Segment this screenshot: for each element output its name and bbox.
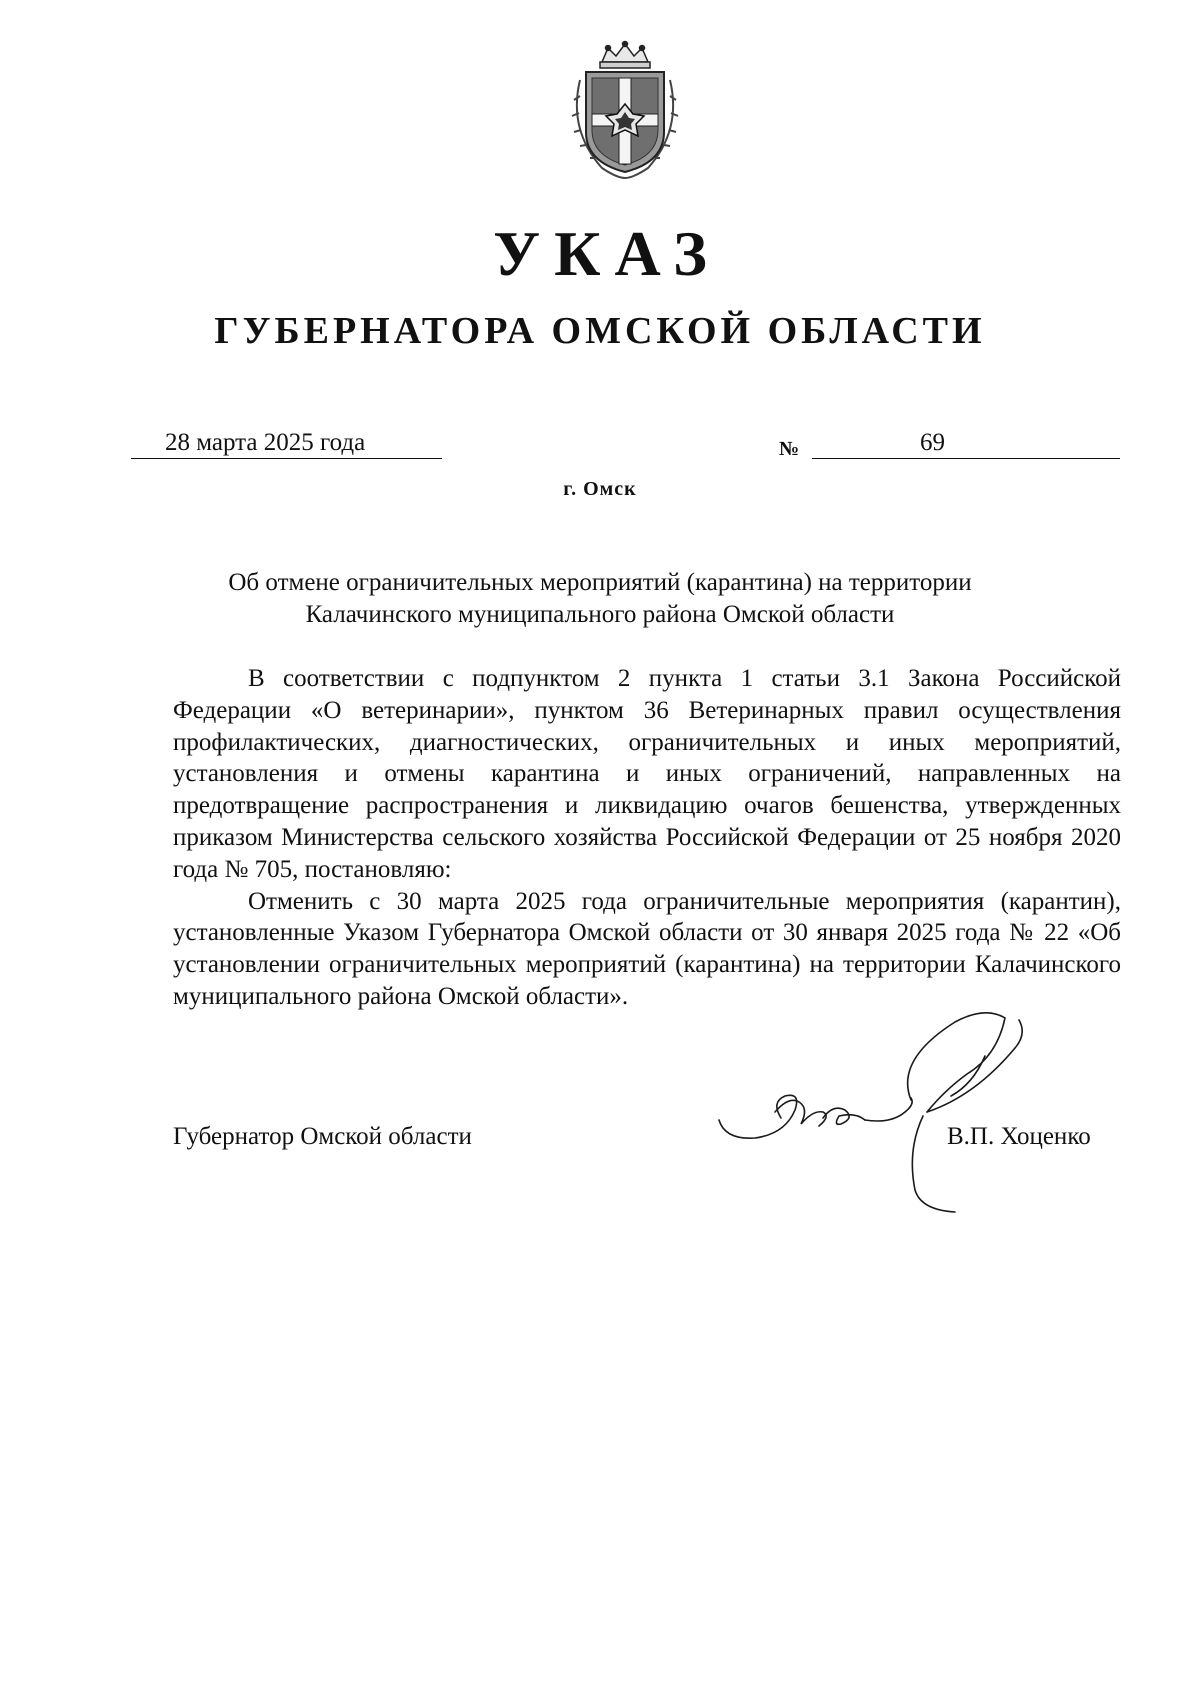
document-title: УКАЗ (493, 218, 721, 289)
body-paragraph-2: Отменить с 30 марта 2025 года ограничительные мероприятия (карантин), установленные Указом Губернатора Омской области от 30 января 2025 года № 22 «Об установлении ограничительных мероприятий (карантина) на территории Калачинского муниципального района Омской области». (173, 887, 1121, 1010)
signatory-role: Губернатор Омской области (173, 1123, 472, 1150)
handwritten-signature-icon (715, 1000, 1115, 1220)
omsk-coat-of-arms-icon (562, 40, 688, 182)
decree-number-label: № (779, 438, 800, 460)
decree-heading-line-1: Об отмене ограничительных мероприятий (карантина) на территории (228, 569, 972, 596)
body-paragraph-1: В соответствии с подпунктом 2 пункта 1 статьи 3.1 Закона Российской Федерации «О ветеринарии», пунктом 36 Ветеринарных правил осуществления профилактических, диагностических, ограничительных и иных мероприятий, установления и отмены карантина и иных ограничений, направленных на предотвращение распространения и ликвидацию очагов бешенства, утвержденных приказом Министерства сельского хозяйства Российской Федерации от 25 ноября 2020 года № 705, постановляю: (173, 665, 1121, 883)
decree-date: 28 марта 2025 года (131, 428, 442, 459)
document-subtitle: ГУБЕРНАТОРА ОМСКОЙ ОБЛАСТИ (214, 310, 986, 352)
decree-city: г. Омск (563, 478, 637, 500)
decree-heading-line-2: Калачинского муниципального района Омской области (305, 601, 895, 628)
signatory-name: В.П. Хоценко (947, 1123, 1091, 1150)
decree-number: 69 (812, 428, 1120, 459)
decree-body (173, 663, 1121, 1013)
decree-heading (200, 567, 1000, 631)
